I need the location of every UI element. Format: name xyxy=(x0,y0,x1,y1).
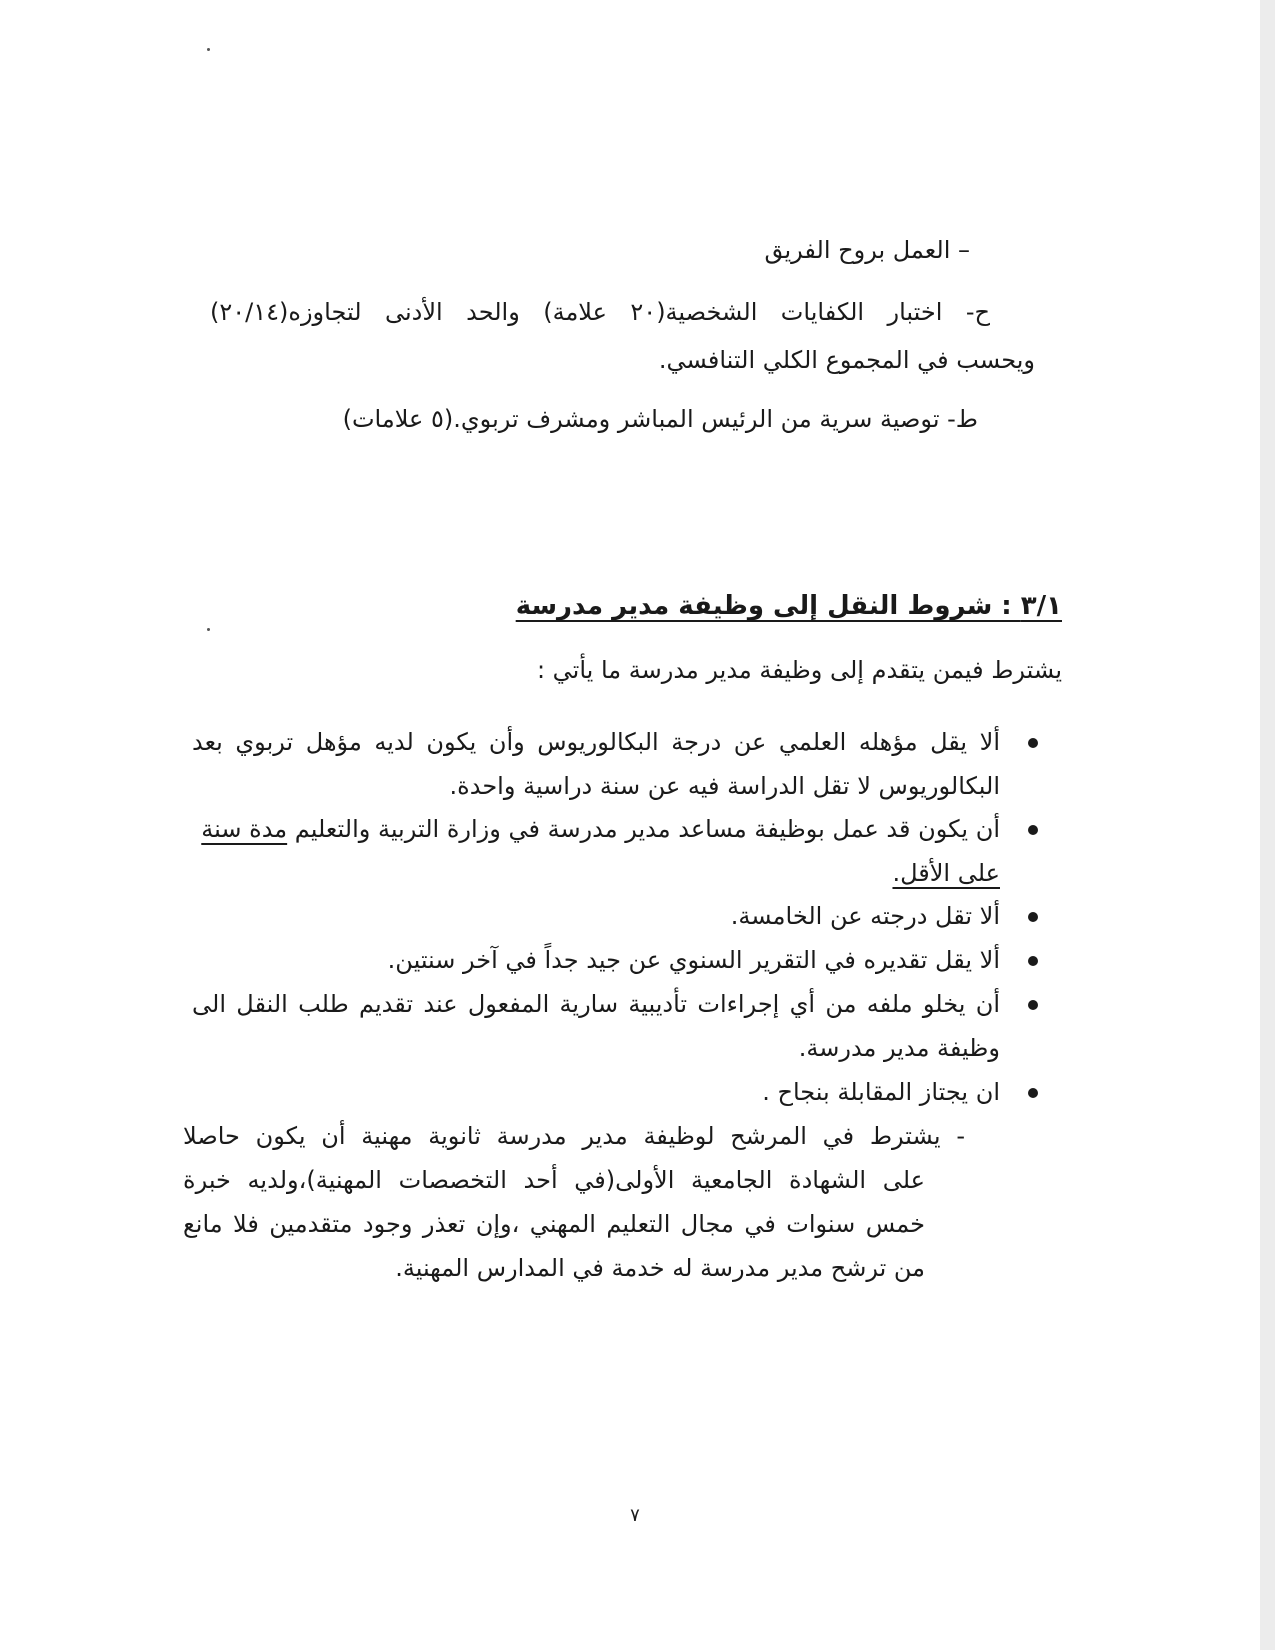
scan-speck xyxy=(207,48,210,51)
vocational-line-2: على الشهادة الجامعية الأولى(في أحد التخصصات المهنية)،ولديه خبرة xyxy=(183,1166,925,1194)
personal-competencies-line-2: ويحسب في المجموع الكلي التنافسي. xyxy=(658,346,1035,374)
page-number: ٧ xyxy=(630,1505,640,1526)
personal-competencies-line-1: ح- اختبار الكفايات الشخصية(٢٠ علامة) والحد الأدنى لتجاوزه(٢٠/١٤) xyxy=(210,298,991,326)
bullet-icon xyxy=(1028,825,1038,835)
bullet-5-line-1: أن يخلو ملفه من أي إجراءات تأديبية سارية المفعول عند تقديم طلب النقل الى xyxy=(192,990,1000,1018)
bullet-1-line-2: البكالوريوس لا تقل الدراسة فيه عن سنة دراسية واحدة. xyxy=(449,772,1000,800)
bullet-5-line-2: وظيفة مدير مدرسة. xyxy=(798,1034,1000,1062)
bullet-3: ألا تقل درجته عن الخامسة. xyxy=(730,902,1000,930)
bullet-6: ان يجتاز المقابلة بنجاح . xyxy=(762,1078,1000,1106)
confidential-recommendation-item: ط- توصية سرية من الرئيس المباشر ومشرف تربوي.(٥ علامات) xyxy=(342,405,978,433)
bullet-2-underlined-duration: مدة سنة xyxy=(201,815,288,843)
bullet-icon xyxy=(1028,956,1038,966)
scan-edge xyxy=(1260,0,1275,1650)
scan-speck xyxy=(207,628,210,631)
bullet-2-line-1 xyxy=(201,807,1000,851)
bullet-2-line-2: على الأقل. xyxy=(892,859,1000,887)
intro-text: يشترط فيمن يتقدم إلى وظيفة مدير مدرسة ما يأتي : xyxy=(536,656,1062,684)
teamwork-item: – العمل بروح الفريق xyxy=(764,236,970,264)
bullet-4: ألا يقل تقديره في التقرير السنوي عن جيد جداً في آخر سنتين. xyxy=(387,946,1000,974)
bullet-icon xyxy=(1028,738,1038,748)
vocational-line-3: خمس سنوات في مجال التعليم المهني ،وإن تعذر وجود متقدمين فلا مانع xyxy=(183,1210,925,1238)
bullet-icon xyxy=(1028,1000,1038,1010)
vocational-line-4: من ترشح مدير مدرسة له خدمة في المدارس المهنية. xyxy=(395,1254,925,1282)
bullet-2-text: أن يكون قد عمل بوظيفة مساعد مدير مدرسة في وزارة التربية والتعليم xyxy=(287,815,1000,843)
bullet-1-line-1: ألا يقل مؤهله العلمي عن درجة البكالوريوس وأن يكون لديه مؤهل تربوي بعد xyxy=(192,728,1000,756)
vocational-line-1: - يشترط في المرشح لوظيفة مدير مدرسة ثانوية مهنية أن يكون حاصلا xyxy=(183,1122,965,1150)
bullet-icon xyxy=(1028,912,1038,922)
bullet-icon xyxy=(1028,1088,1038,1098)
section-heading: ٣/١ : شروط النقل إلى وظيفة مدير مدرسة xyxy=(515,591,1062,621)
